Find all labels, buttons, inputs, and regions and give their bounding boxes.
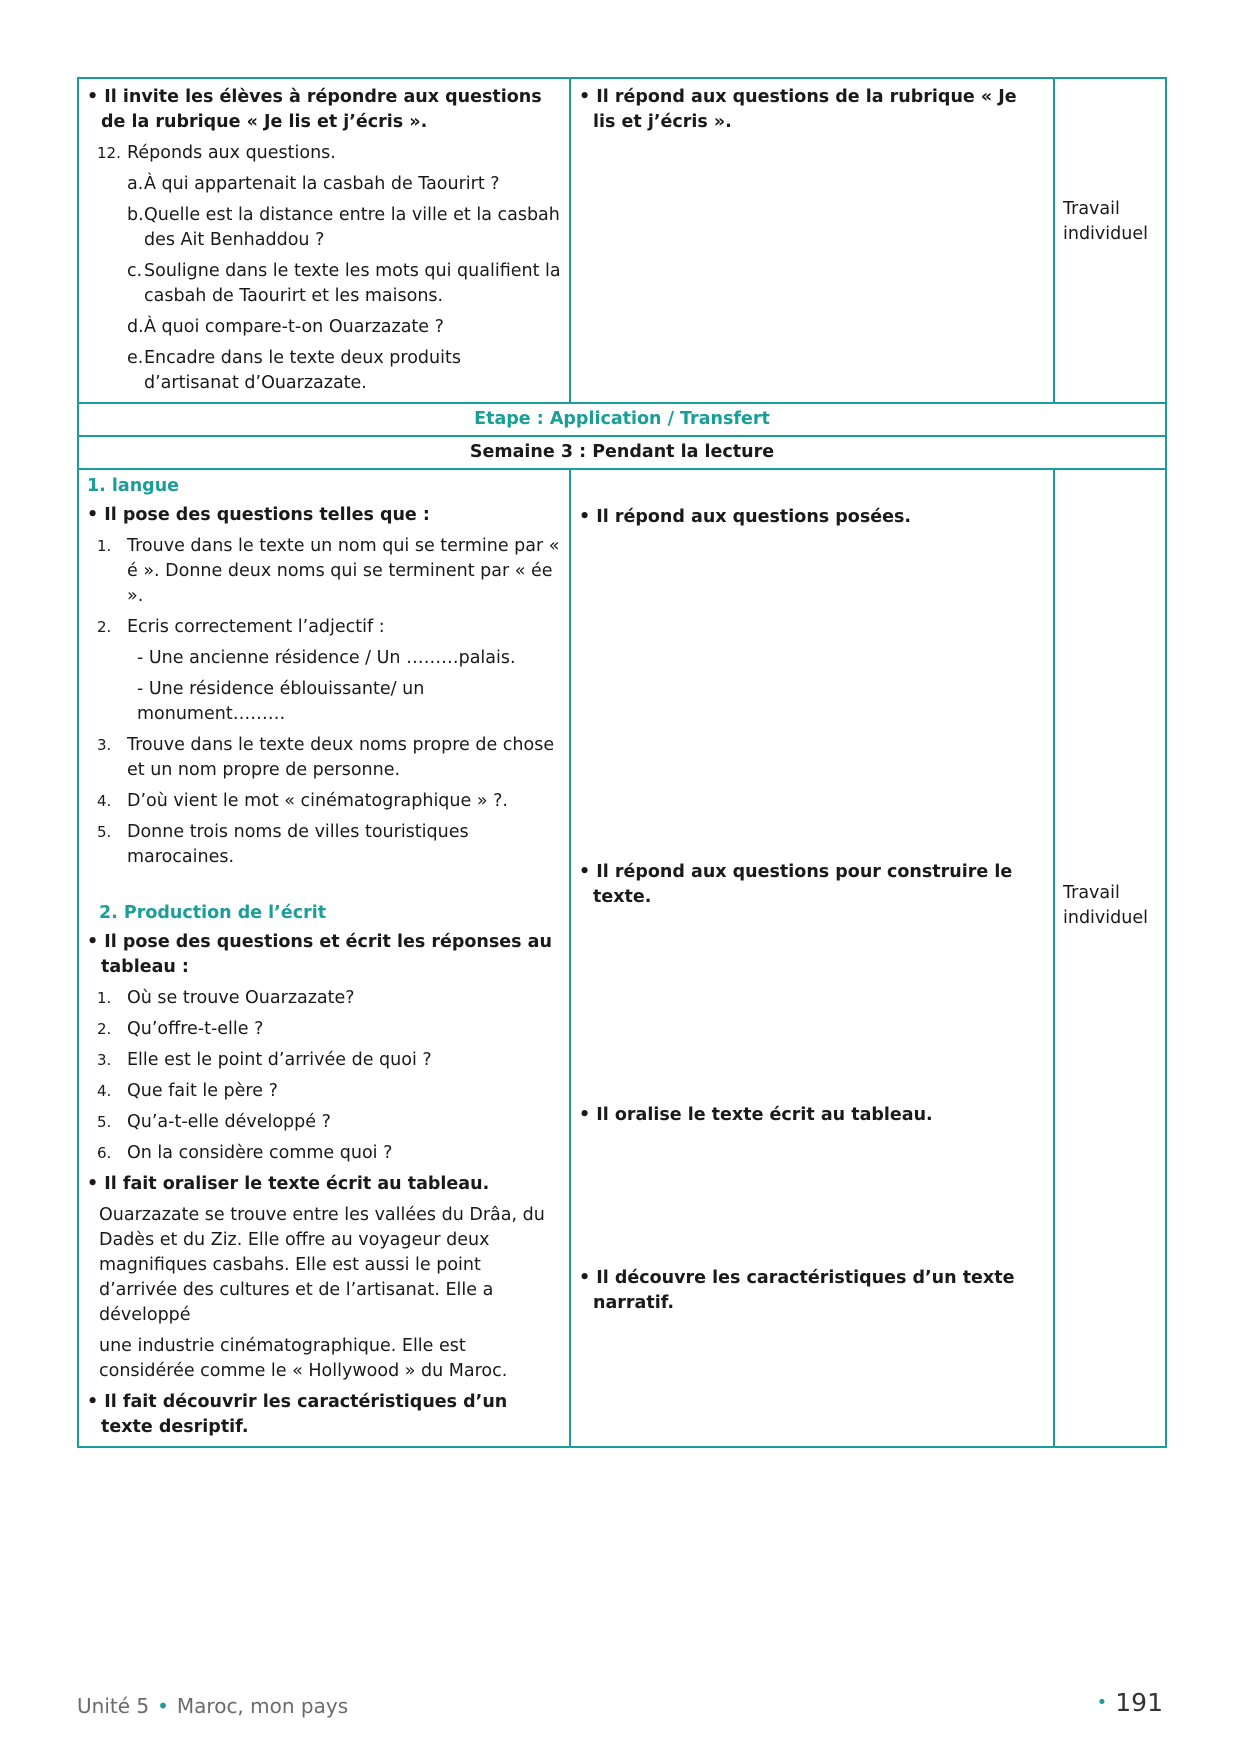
bullet-icon: • [1096,1692,1108,1713]
bullet-icon: • [157,1694,169,1718]
list-item: 12. Réponds aux questions. [97,143,336,163]
list-item: - Une résidence éblouissante/ un monument……… [137,679,425,724]
list-item: 5. Donne trois noms de villes touristiques marocaines. [97,822,469,867]
list-item: c. Souligne dans le texte les mots qui qualifient la casbah de Taourirt et les maisons. [127,261,561,306]
lesson-table-container [77,77,1165,1448]
page-number: • 191 [1096,1688,1163,1717]
student-bullet: • Il répond aux questions pour construire le texte. [579,860,1045,910]
lesson-table [77,77,1167,1448]
student-cell [570,469,1054,1447]
table-row [78,403,1166,436]
teacher-bullet: • Il pose des questions telles que : [87,503,561,528]
list-item: e. Encadre dans le texte deux produits d’artisanat d’Ouarzazate. [127,348,461,393]
board-text: une industrie cinématographique. Elle est considérée comme le « Hollywood » du Maroc. [99,1336,508,1381]
work-mode: Travail individuel [1063,199,1148,244]
list-item: 1. Trouve dans le texte un nom qui se termine par « é ». Donne deux noms qui se terminent par « ée ». [97,536,560,606]
teacher-bullet: • Il invite les élèves à répondre aux questions de la rubrique « Je lis et j’écris ». [87,85,561,135]
list-item: 4. Que fait le père ? [97,1081,278,1101]
etape-heading: Etape : Application / Transfert [78,403,1166,436]
list-item: - Une ancienne résidence / Un ………palais. [137,648,516,668]
student-cell [570,78,1054,403]
footer-unit: Unité 5 • Maroc, mon pays [77,1694,349,1718]
section-heading: 1. langue [87,476,180,496]
list-item: 3. Trouve dans le texte deux noms propre de chose et un nom propre de personne. [97,735,555,780]
student-bullet: • Il répond aux questions posées. [579,505,1045,530]
teacher-bullet: • Il fait oraliser le texte écrit au tableau. [87,1172,561,1197]
list-item: 1. Où se trouve Ouarzazate? [97,988,355,1008]
list-item: 2. Qu’offre-t-elle ? [97,1019,264,1039]
mode-cell [1054,78,1166,403]
table-row [78,436,1166,469]
list-item: 5. Qu’a-t-elle développé ? [97,1112,331,1132]
list-item: a. À qui appartenait la casbah de Taourirt ? [127,174,500,194]
student-bullet: • Il oralise le texte écrit au tableau. [579,1103,1045,1128]
mode-cell [1054,469,1166,1447]
teacher-bullet: • Il pose des questions et écrit les réponses au tableau : [87,930,561,980]
table-row [78,78,1166,403]
list-item: 4. D’où vient le mot « cinématographique » ?. [97,791,508,811]
teacher-cell [78,78,570,403]
section-heading: 2. Production de l’écrit [99,903,327,923]
table-row [78,469,1166,1447]
list-item: d. À quoi compare-t-on Ouarzazate ? [127,317,444,337]
semaine-heading: Semaine 3 : Pendant la lecture [78,436,1166,469]
list-item: 6. On la considère comme quoi ? [97,1143,393,1163]
work-mode: Travail individuel [1063,883,1148,928]
teacher-bullet: • Il fait découvrir les caractéristiques d’un texte desriptif. [87,1390,561,1440]
teacher-cell [78,469,570,1447]
list-item: 3. Elle est le point d’arrivée de quoi ? [97,1050,432,1070]
board-text: Ouarzazate se trouve entre les vallées du Drâa, du Dadès et du Ziz. Elle offre au voyageur deux magnifiques casbahs. Elle est aussi le point d’arrivée des cultures et de l’artisanat. Elle a développé [99,1205,545,1325]
list-item: 2. Ecris correctement l’adjectif : [97,617,385,637]
student-bullet: • Il répond aux questions de la rubrique « Je lis et j’écris ». [579,85,1045,135]
student-bullet: • Il découvre les caractéristiques d’un texte narratif. [579,1266,1045,1316]
list-item: b. Quelle est la distance entre la ville et la casbah des Ait Benhaddou ? [127,205,560,250]
